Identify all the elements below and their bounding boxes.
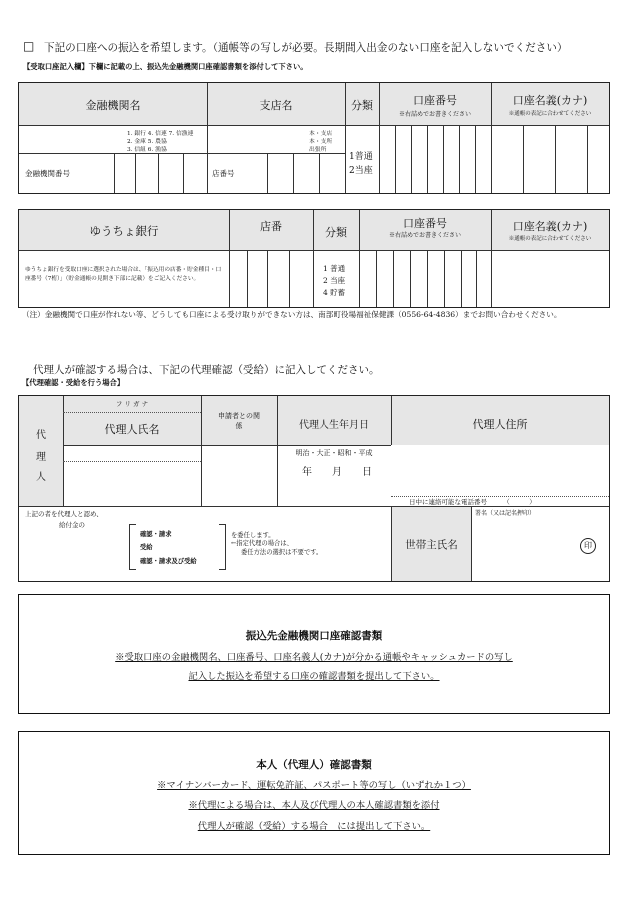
yucho-holder-note: ※通帳の表記に合わせてください bbox=[508, 236, 592, 242]
agent-side-label: 人 bbox=[36, 472, 46, 483]
account-type-option[interactable]: 1普通 bbox=[349, 152, 373, 162]
delegate-option[interactable]: 確認・請求及び受給 bbox=[140, 558, 197, 565]
id-doc-box bbox=[18, 731, 610, 855]
delegate-option[interactable]: 確認・請求 bbox=[140, 531, 172, 538]
phone-label: 日中に連絡可能な電話番号 （ ） bbox=[409, 498, 536, 506]
era-options[interactable]: 明治・大正・昭和・平成 bbox=[295, 449, 373, 457]
yucho-type-option[interactable]: 2 当座 bbox=[323, 276, 346, 285]
bank-type-line: 3. 信組 6. 漁協 bbox=[127, 147, 167, 153]
bank-table bbox=[18, 82, 610, 194]
bank-doc-line: 記入した振込を希望する口座の確認書類を提出して下さい。 bbox=[188, 671, 440, 682]
bank-type-line: 2. 金庫 5. 農協 bbox=[127, 139, 167, 145]
yucho-type-header: 分類 bbox=[325, 226, 347, 239]
id-doc-line: ※代理による場合は、本人及び代理人の本人確認書類を添付 bbox=[188, 800, 440, 811]
branch-code-label: 店番号 bbox=[212, 169, 235, 178]
account-note: ※右詰めでお書きください bbox=[398, 111, 471, 118]
yucho-header: ゆうちょ銀行 bbox=[89, 224, 159, 238]
yucho-table bbox=[18, 209, 610, 308]
id-doc-line: ※マイナンバーカード、運転免許証、パスポート等の写し（いずれか１つ） bbox=[157, 780, 471, 791]
holder-note: ※通帳の表記に合わせてください bbox=[508, 111, 592, 117]
householder-label: 世帯主氏名 bbox=[405, 539, 458, 551]
sign-note: 署名（又は記名押印） bbox=[475, 510, 536, 517]
agent-side-label: 理 bbox=[36, 452, 46, 463]
bank-code-label: 金融機関番号 bbox=[25, 169, 70, 178]
agent-intro: 代理人が確認する場合は、下記の代理確認（受給）に記入してください。 bbox=[33, 364, 380, 376]
options-bracket bbox=[129, 524, 136, 570]
delegate-line: 給付金の bbox=[59, 521, 85, 529]
yucho-note: ゆうちょ銀行を受取口座に選択された場合は、「振込用の店番・貯金種目・口座番号（7桁）」（貯金通帳の見開き下部に記載）をご記入ください。 bbox=[25, 267, 222, 282]
intro-checkbox[interactable]: □ bbox=[23, 39, 35, 53]
birth-header: 代理人生年月日 bbox=[299, 420, 369, 431]
yucho-account-note: ※右詰めでお書きください bbox=[388, 232, 461, 239]
address-header: 代理人住所 bbox=[472, 418, 528, 431]
yucho-account-header: 口座番号 bbox=[403, 217, 447, 230]
type-header: 分類 bbox=[351, 99, 373, 112]
agent-table bbox=[18, 395, 610, 582]
bank-doc-title: 振込先金融機関口座確認書類 bbox=[245, 630, 383, 642]
id-doc-line: 代理人が確認（受給）する場合 には提出して下さい。 bbox=[197, 821, 431, 832]
yucho-type-option[interactable]: 1 普通 bbox=[323, 264, 346, 273]
id-doc-title: 本人（代理人）確認書類 bbox=[256, 759, 372, 771]
yucho-store-header: 店番 bbox=[260, 220, 282, 233]
holder-header: 口座名義(カナ) bbox=[512, 94, 588, 107]
delegate-option[interactable]: 受給 bbox=[140, 544, 153, 551]
agent-name-header: 代理人氏名 bbox=[104, 423, 160, 436]
account-header: 口座番号 bbox=[413, 94, 457, 107]
account-type-option[interactable]: 2当座 bbox=[349, 166, 373, 176]
bank-doc-box bbox=[18, 594, 610, 714]
branch-type-line: 出張所 bbox=[309, 147, 327, 153]
branch-type-line: 本・支所 bbox=[309, 139, 333, 145]
delegate-line: ←指定代理の場合は、 bbox=[231, 540, 293, 547]
branch-name-header: 支店名 bbox=[259, 99, 293, 112]
birth-ymd: 年 月 日 bbox=[302, 467, 372, 478]
branch-type-line: 本・支店 bbox=[309, 131, 333, 137]
agent-sub: 【代理確認・受給を行う場合】 bbox=[22, 378, 125, 387]
intro-line: 下記の口座への振込を希望します。（通帳等の写しが必要。長期間入出金のない口座を記入しないでください） bbox=[44, 42, 568, 54]
bank-doc-line: ※受取口座の金融機関名、口座番号、口座名義人(カナ)が分かる通帳やキャッシュカードの写し bbox=[115, 652, 513, 663]
yucho-holder-header: 口座名義(カナ) bbox=[512, 220, 588, 233]
relation-header: 申請者との関係 bbox=[218, 412, 260, 430]
delegate-line: を委任します。 bbox=[231, 532, 275, 539]
yucho-type-option[interactable]: 4 貯蓄 bbox=[323, 288, 346, 297]
options-bracket bbox=[219, 524, 226, 570]
seal-mark: 印 bbox=[580, 538, 596, 554]
intro-sub: 【受取口座記入欄】下欄に記載の上、振込先金融機関口座確認書類を添付して下さい。 bbox=[23, 62, 308, 71]
delegate-line: 委任方法の選択は不要です。 bbox=[241, 549, 323, 556]
caution-note: （注）金融機関で口座が作れない等、どうしても口座による受け取りができない方は、南部町役場福祉保健課（0556-64-4836）までお問い合わせください。 bbox=[22, 310, 562, 319]
furigana-label: フ リ ガ ナ bbox=[115, 400, 149, 408]
agent-side-label: 代 bbox=[36, 430, 46, 441]
delegate-line: 上記の者を代理人と認め、 bbox=[25, 510, 103, 518]
bank-name-header: 金融機関名 bbox=[85, 99, 141, 112]
bank-type-line: 1. 銀行 4. 信連 7. 信漁連 bbox=[127, 131, 194, 137]
